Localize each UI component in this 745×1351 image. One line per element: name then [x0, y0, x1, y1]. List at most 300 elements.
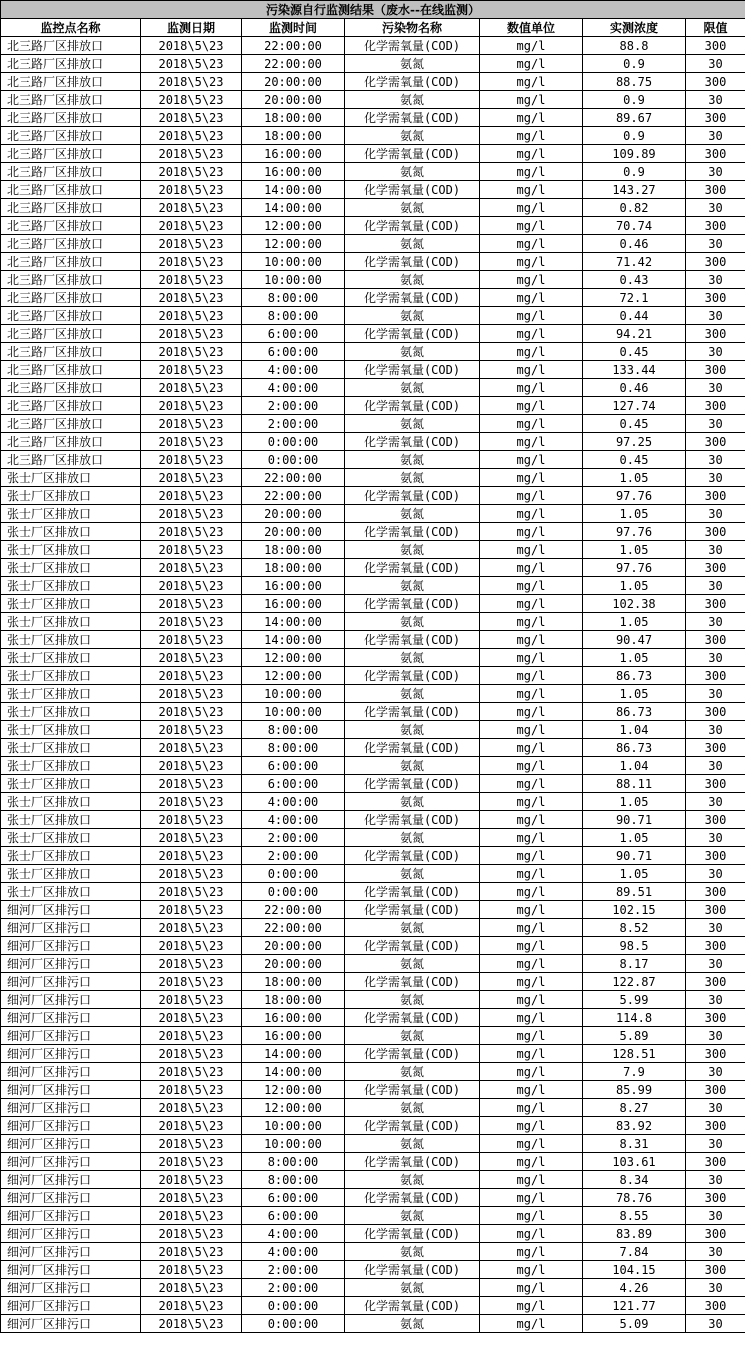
cell-date: 2018\5\23 [141, 829, 242, 847]
cell-limit: 300 [686, 1153, 745, 1171]
cell-location: 张士厂区排放口 [1, 721, 141, 739]
cell-pollutant: 化学需氧量(COD) [345, 145, 480, 163]
header-limit: 限值 [686, 19, 745, 37]
cell-limit: 30 [686, 199, 745, 217]
cell-location: 细河厂区排污口 [1, 1045, 141, 1063]
cell-limit: 300 [686, 937, 745, 955]
cell-date: 2018\5\23 [141, 1189, 242, 1207]
cell-location: 北三路厂区排放口 [1, 343, 141, 361]
cell-date: 2018\5\23 [141, 415, 242, 433]
cell-concentration: 122.87 [583, 973, 686, 991]
cell-date: 2018\5\23 [141, 559, 242, 577]
cell-unit: mg/l [480, 1243, 583, 1261]
cell-pollutant: 氨氮 [345, 721, 480, 739]
cell-time: 0:00:00 [242, 865, 345, 883]
table-row [1, 793, 745, 811]
cell-limit: 30 [686, 793, 745, 811]
cell-concentration: 1.04 [583, 757, 686, 775]
cell-unit: mg/l [480, 937, 583, 955]
cell-concentration: 1.05 [583, 541, 686, 559]
cell-limit: 30 [686, 649, 745, 667]
cell-unit: mg/l [480, 163, 583, 181]
cell-date: 2018\5\23 [141, 847, 242, 865]
cell-limit: 30 [686, 1243, 745, 1261]
cell-location: 张士厂区排放口 [1, 649, 141, 667]
table-row [1, 523, 745, 541]
cell-location: 张士厂区排放口 [1, 883, 141, 901]
cell-unit: mg/l [480, 865, 583, 883]
cell-location: 细河厂区排污口 [1, 1261, 141, 1279]
cell-limit: 300 [686, 775, 745, 793]
cell-date: 2018\5\23 [141, 1261, 242, 1279]
cell-location: 张士厂区排放口 [1, 523, 141, 541]
table-row [1, 325, 745, 343]
table-row [1, 829, 745, 847]
cell-concentration: 71.42 [583, 253, 686, 271]
cell-date: 2018\5\23 [141, 1027, 242, 1045]
cell-date: 2018\5\23 [141, 253, 242, 271]
cell-date: 2018\5\23 [141, 1297, 242, 1315]
cell-limit: 30 [686, 685, 745, 703]
table-row [1, 145, 745, 163]
cell-time: 0:00:00 [242, 451, 345, 469]
table-row [1, 973, 745, 991]
cell-unit: mg/l [480, 1045, 583, 1063]
cell-unit: mg/l [480, 991, 583, 1009]
cell-concentration: 0.9 [583, 55, 686, 73]
header-location: 监控点名称 [1, 19, 141, 37]
header-pollutant: 污染物名称 [345, 19, 480, 37]
cell-time: 22:00:00 [242, 37, 345, 55]
cell-concentration: 0.43 [583, 271, 686, 289]
cell-pollutant: 氨氮 [345, 685, 480, 703]
cell-limit: 300 [686, 325, 745, 343]
cell-time: 16:00:00 [242, 1027, 345, 1045]
cell-time: 16:00:00 [242, 145, 345, 163]
cell-concentration: 97.76 [583, 487, 686, 505]
cell-limit: 300 [686, 595, 745, 613]
cell-limit: 300 [686, 1261, 745, 1279]
cell-pollutant: 化学需氧量(COD) [345, 559, 480, 577]
cell-limit: 30 [686, 127, 745, 145]
table-row [1, 451, 745, 469]
table-row [1, 613, 745, 631]
cell-location: 北三路厂区排放口 [1, 379, 141, 397]
cell-time: 4:00:00 [242, 379, 345, 397]
cell-date: 2018\5\23 [141, 1315, 242, 1333]
cell-limit: 30 [686, 415, 745, 433]
cell-date: 2018\5\23 [141, 55, 242, 73]
cell-pollutant: 化学需氧量(COD) [345, 937, 480, 955]
cell-date: 2018\5\23 [141, 91, 242, 109]
cell-pollutant: 化学需氧量(COD) [345, 1189, 480, 1207]
cell-unit: mg/l [480, 1225, 583, 1243]
cell-concentration: 1.05 [583, 865, 686, 883]
cell-pollutant: 化学需氧量(COD) [345, 289, 480, 307]
cell-limit: 300 [686, 109, 745, 127]
cell-limit: 30 [686, 757, 745, 775]
cell-concentration: 0.44 [583, 307, 686, 325]
table-row [1, 865, 745, 883]
cell-time: 8:00:00 [242, 289, 345, 307]
cell-pollutant: 氨氮 [345, 199, 480, 217]
table-row [1, 1135, 745, 1153]
table-row [1, 847, 745, 865]
cell-concentration: 89.67 [583, 109, 686, 127]
cell-concentration: 5.99 [583, 991, 686, 1009]
cell-time: 0:00:00 [242, 1315, 345, 1333]
cell-unit: mg/l [480, 829, 583, 847]
table-row [1, 361, 745, 379]
cell-date: 2018\5\23 [141, 1225, 242, 1243]
cell-concentration: 1.05 [583, 577, 686, 595]
cell-date: 2018\5\23 [141, 955, 242, 973]
table-row [1, 901, 745, 919]
cell-date: 2018\5\23 [141, 919, 242, 937]
cell-location: 北三路厂区排放口 [1, 181, 141, 199]
cell-pollutant: 氨氮 [345, 577, 480, 595]
cell-time: 2:00:00 [242, 415, 345, 433]
table-row [1, 775, 745, 793]
cell-location: 北三路厂区排放口 [1, 289, 141, 307]
cell-unit: mg/l [480, 451, 583, 469]
cell-location: 北三路厂区排放口 [1, 91, 141, 109]
cell-time: 4:00:00 [242, 793, 345, 811]
cell-location: 细河厂区排污口 [1, 1081, 141, 1099]
cell-date: 2018\5\23 [141, 343, 242, 361]
cell-time: 20:00:00 [242, 505, 345, 523]
cell-location: 北三路厂区排放口 [1, 307, 141, 325]
table-row [1, 1279, 745, 1297]
cell-concentration: 1.05 [583, 685, 686, 703]
cell-concentration: 121.77 [583, 1297, 686, 1315]
cell-unit: mg/l [480, 469, 583, 487]
cell-time: 14:00:00 [242, 631, 345, 649]
cell-date: 2018\5\23 [141, 109, 242, 127]
cell-time: 22:00:00 [242, 919, 345, 937]
cell-date: 2018\5\23 [141, 1081, 242, 1099]
cell-date: 2018\5\23 [141, 793, 242, 811]
cell-unit: mg/l [480, 199, 583, 217]
cell-pollutant: 氨氮 [345, 865, 480, 883]
table-row [1, 1117, 745, 1135]
cell-concentration: 97.25 [583, 433, 686, 451]
cell-pollutant: 化学需氧量(COD) [345, 739, 480, 757]
cell-concentration: 72.1 [583, 289, 686, 307]
cell-location: 细河厂区排污口 [1, 955, 141, 973]
cell-location: 北三路厂区排放口 [1, 433, 141, 451]
cell-date: 2018\5\23 [141, 613, 242, 631]
cell-time: 18:00:00 [242, 991, 345, 1009]
cell-time: 8:00:00 [242, 1153, 345, 1171]
table-row [1, 1081, 745, 1099]
cell-pollutant: 氨氮 [345, 127, 480, 145]
table-row [1, 649, 745, 667]
cell-pollutant: 氨氮 [345, 415, 480, 433]
cell-concentration: 94.21 [583, 325, 686, 343]
cell-unit: mg/l [480, 901, 583, 919]
table-row [1, 703, 745, 721]
cell-concentration: 89.51 [583, 883, 686, 901]
cell-date: 2018\5\23 [141, 649, 242, 667]
cell-unit: mg/l [480, 1135, 583, 1153]
cell-concentration: 0.45 [583, 451, 686, 469]
cell-limit: 30 [686, 91, 745, 109]
table-row [1, 577, 745, 595]
cell-limit: 30 [686, 1207, 745, 1225]
cell-unit: mg/l [480, 559, 583, 577]
cell-unit: mg/l [480, 1279, 583, 1297]
cell-concentration: 7.9 [583, 1063, 686, 1081]
cell-concentration: 128.51 [583, 1045, 686, 1063]
cell-date: 2018\5\23 [141, 163, 242, 181]
cell-limit: 30 [686, 451, 745, 469]
cell-date: 2018\5\23 [141, 1099, 242, 1117]
cell-concentration: 0.9 [583, 91, 686, 109]
cell-concentration: 86.73 [583, 667, 686, 685]
cell-time: 18:00:00 [242, 559, 345, 577]
cell-location: 张士厂区排放口 [1, 595, 141, 613]
cell-date: 2018\5\23 [141, 1063, 242, 1081]
cell-limit: 300 [686, 631, 745, 649]
cell-date: 2018\5\23 [141, 685, 242, 703]
cell-time: 18:00:00 [242, 541, 345, 559]
table-row [1, 1243, 745, 1261]
cell-date: 2018\5\23 [141, 1135, 242, 1153]
cell-location: 细河厂区排污口 [1, 1099, 141, 1117]
cell-date: 2018\5\23 [141, 1117, 242, 1135]
cell-concentration: 8.55 [583, 1207, 686, 1225]
cell-concentration: 8.34 [583, 1171, 686, 1189]
cell-concentration: 90.71 [583, 811, 686, 829]
table-row [1, 397, 745, 415]
cell-pollutant: 化学需氧量(COD) [345, 1009, 480, 1027]
cell-unit: mg/l [480, 307, 583, 325]
cell-pollutant: 氨氮 [345, 1171, 480, 1189]
cell-time: 22:00:00 [242, 901, 345, 919]
cell-location: 细河厂区排污口 [1, 937, 141, 955]
cell-unit: mg/l [480, 1009, 583, 1027]
cell-unit: mg/l [480, 721, 583, 739]
cell-limit: 30 [686, 379, 745, 397]
table-row [1, 163, 745, 181]
cell-time: 12:00:00 [242, 235, 345, 253]
cell-concentration: 88.75 [583, 73, 686, 91]
cell-unit: mg/l [480, 505, 583, 523]
cell-unit: mg/l [480, 343, 583, 361]
cell-date: 2018\5\23 [141, 667, 242, 685]
cell-time: 18:00:00 [242, 973, 345, 991]
table-row [1, 1297, 745, 1315]
table-row [1, 541, 745, 559]
table-row [1, 55, 745, 73]
cell-pollutant: 化学需氧量(COD) [345, 1225, 480, 1243]
cell-time: 6:00:00 [242, 1189, 345, 1207]
cell-time: 12:00:00 [242, 667, 345, 685]
cell-pollutant: 氨氮 [345, 1207, 480, 1225]
cell-unit: mg/l [480, 235, 583, 253]
cell-time: 22:00:00 [242, 469, 345, 487]
cell-date: 2018\5\23 [141, 811, 242, 829]
cell-unit: mg/l [480, 253, 583, 271]
cell-location: 细河厂区排污口 [1, 1135, 141, 1153]
cell-pollutant: 化学需氧量(COD) [345, 595, 480, 613]
cell-time: 8:00:00 [242, 739, 345, 757]
table-row [1, 433, 745, 451]
cell-date: 2018\5\23 [141, 307, 242, 325]
cell-limit: 30 [686, 1171, 745, 1189]
cell-date: 2018\5\23 [141, 973, 242, 991]
table-row [1, 1315, 745, 1333]
table-row [1, 73, 745, 91]
cell-unit: mg/l [480, 703, 583, 721]
cell-date: 2018\5\23 [141, 379, 242, 397]
cell-concentration: 78.76 [583, 1189, 686, 1207]
cell-pollutant: 氨氮 [345, 163, 480, 181]
cell-pollutant: 氨氮 [345, 613, 480, 631]
table-row [1, 307, 745, 325]
cell-date: 2018\5\23 [141, 1171, 242, 1189]
cell-concentration: 8.31 [583, 1135, 686, 1153]
cell-date: 2018\5\23 [141, 181, 242, 199]
cell-location: 张士厂区排放口 [1, 505, 141, 523]
cell-unit: mg/l [480, 325, 583, 343]
cell-location: 张士厂区排放口 [1, 469, 141, 487]
cell-location: 张士厂区排放口 [1, 541, 141, 559]
cell-location: 北三路厂区排放口 [1, 325, 141, 343]
cell-concentration: 1.05 [583, 649, 686, 667]
cell-unit: mg/l [480, 919, 583, 937]
cell-time: 16:00:00 [242, 1009, 345, 1027]
cell-pollutant: 化学需氧量(COD) [345, 973, 480, 991]
cell-limit: 300 [686, 1225, 745, 1243]
table-row [1, 415, 745, 433]
cell-location: 细河厂区排污口 [1, 1189, 141, 1207]
cell-unit: mg/l [480, 631, 583, 649]
cell-concentration: 0.45 [583, 343, 686, 361]
cell-time: 6:00:00 [242, 1207, 345, 1225]
cell-date: 2018\5\23 [141, 451, 242, 469]
cell-pollutant: 化学需氧量(COD) [345, 73, 480, 91]
cell-limit: 300 [686, 217, 745, 235]
cell-date: 2018\5\23 [141, 1279, 242, 1297]
table-row [1, 883, 745, 901]
cell-location: 细河厂区排污口 [1, 1027, 141, 1045]
cell-concentration: 0.46 [583, 379, 686, 397]
cell-limit: 300 [686, 1297, 745, 1315]
cell-time: 2:00:00 [242, 397, 345, 415]
cell-location: 细河厂区排污口 [1, 1009, 141, 1027]
header-row [1, 19, 745, 37]
cell-pollutant: 化学需氧量(COD) [345, 847, 480, 865]
cell-concentration: 97.76 [583, 523, 686, 541]
cell-date: 2018\5\23 [141, 505, 242, 523]
cell-time: 2:00:00 [242, 1279, 345, 1297]
table-row [1, 1225, 745, 1243]
cell-date: 2018\5\23 [141, 433, 242, 451]
cell-concentration: 1.04 [583, 721, 686, 739]
cell-limit: 30 [686, 235, 745, 253]
cell-time: 20:00:00 [242, 955, 345, 973]
cell-unit: mg/l [480, 55, 583, 73]
cell-time: 4:00:00 [242, 1243, 345, 1261]
cell-location: 北三路厂区排放口 [1, 253, 141, 271]
cell-pollutant: 化学需氧量(COD) [345, 325, 480, 343]
cell-date: 2018\5\23 [141, 289, 242, 307]
cell-unit: mg/l [480, 271, 583, 289]
cell-concentration: 5.89 [583, 1027, 686, 1045]
cell-limit: 300 [686, 289, 745, 307]
cell-concentration: 70.74 [583, 217, 686, 235]
cell-limit: 300 [686, 559, 745, 577]
cell-unit: mg/l [480, 775, 583, 793]
cell-unit: mg/l [480, 685, 583, 703]
cell-pollutant: 氨氮 [345, 343, 480, 361]
cell-date: 2018\5\23 [141, 595, 242, 613]
cell-unit: mg/l [480, 847, 583, 865]
cell-unit: mg/l [480, 127, 583, 145]
cell-time: 0:00:00 [242, 433, 345, 451]
cell-location: 北三路厂区排放口 [1, 109, 141, 127]
cell-limit: 30 [686, 55, 745, 73]
cell-location: 张士厂区排放口 [1, 829, 141, 847]
cell-time: 20:00:00 [242, 73, 345, 91]
cell-time: 8:00:00 [242, 1171, 345, 1189]
cell-pollutant: 氨氮 [345, 451, 480, 469]
cell-unit: mg/l [480, 739, 583, 757]
cell-limit: 30 [686, 163, 745, 181]
cell-location: 细河厂区排污口 [1, 1063, 141, 1081]
table-row [1, 37, 745, 55]
cell-concentration: 102.38 [583, 595, 686, 613]
table-row [1, 253, 745, 271]
cell-location: 细河厂区排污口 [1, 1315, 141, 1333]
cell-location: 北三路厂区排放口 [1, 271, 141, 289]
cell-time: 16:00:00 [242, 595, 345, 613]
cell-location: 细河厂区排污口 [1, 1117, 141, 1135]
cell-unit: mg/l [480, 91, 583, 109]
cell-location: 张士厂区排放口 [1, 757, 141, 775]
cell-time: 12:00:00 [242, 1099, 345, 1117]
cell-location: 张士厂区排放口 [1, 811, 141, 829]
cell-pollutant: 氨氮 [345, 991, 480, 1009]
cell-concentration: 1.05 [583, 469, 686, 487]
cell-unit: mg/l [480, 793, 583, 811]
cell-date: 2018\5\23 [141, 991, 242, 1009]
cell-time: 12:00:00 [242, 1081, 345, 1099]
cell-concentration: 5.09 [583, 1315, 686, 1333]
cell-time: 2:00:00 [242, 847, 345, 865]
cell-limit: 30 [686, 955, 745, 973]
cell-pollutant: 氨氮 [345, 1063, 480, 1081]
table-row [1, 955, 745, 973]
header-time: 监测时间 [242, 19, 345, 37]
cell-pollutant: 氨氮 [345, 505, 480, 523]
cell-unit: mg/l [480, 37, 583, 55]
cell-location: 北三路厂区排放口 [1, 397, 141, 415]
cell-pollutant: 氨氮 [345, 1027, 480, 1045]
cell-date: 2018\5\23 [141, 739, 242, 757]
cell-concentration: 127.74 [583, 397, 686, 415]
cell-pollutant: 化学需氧量(COD) [345, 883, 480, 901]
cell-concentration: 90.71 [583, 847, 686, 865]
cell-location: 张士厂区排放口 [1, 775, 141, 793]
cell-limit: 30 [686, 1279, 745, 1297]
table-row [1, 1189, 745, 1207]
cell-time: 2:00:00 [242, 1261, 345, 1279]
cell-pollutant: 化学需氧量(COD) [345, 217, 480, 235]
cell-time: 16:00:00 [242, 163, 345, 181]
